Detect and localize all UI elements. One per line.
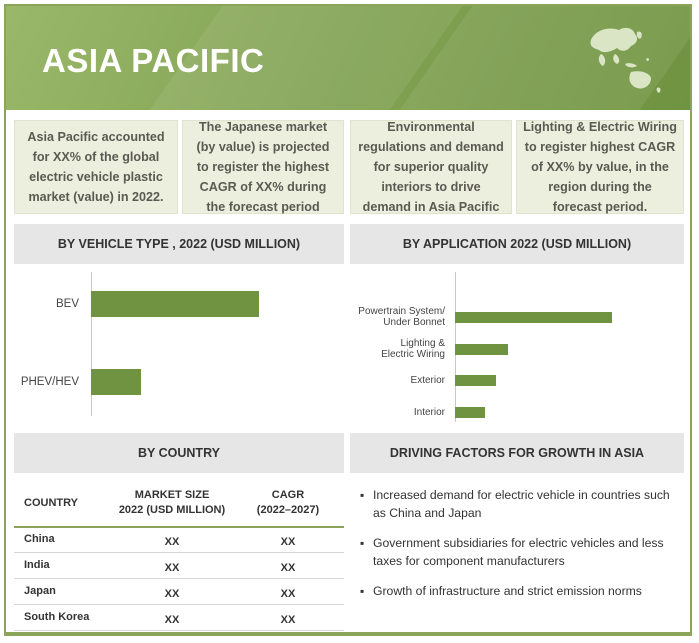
col-country: COUNTRY: [24, 497, 78, 509]
fact-text-4: Lighting & Electric Wiring to register highest CAGR of XX% by value, in the region during the forecast period.: [523, 120, 677, 214]
fact-card-1: [14, 120, 178, 214]
driving-factors-list: [360, 486, 680, 612]
fact-card-4: [516, 120, 684, 214]
driving-factors-header: DRIVING FACTORS FOR GROWTH IN ASIA: [350, 433, 684, 473]
cagr-cell: XX: [280, 588, 296, 600]
bullet-icon: ▪: [360, 536, 365, 550]
table-row: [14, 579, 344, 605]
chart-category-label: [21, 376, 79, 388]
page-title: ASIA PACIFIC: [42, 42, 265, 79]
chart-category-label-line: Under Bonnet: [383, 317, 445, 328]
list-item: [360, 534, 680, 570]
market-size-cell: XX: [164, 588, 180, 600]
col-market-size-line2: 2022 (USD MILLION): [118, 504, 226, 516]
fact-text-3: Environmental regulations and demand for superior quality interiors to drive demand in Asia Pacific: [358, 120, 504, 214]
bullet-icon: ▪: [360, 488, 365, 502]
country-cell: India: [24, 559, 50, 571]
vehicle-type-header: BY VEHICLE TYPE , 2022 (USD MILLION): [14, 224, 344, 264]
chart-category-label: [411, 375, 445, 386]
bottom-rule: [6, 632, 690, 635]
chart-category-label-line: Exterior: [410, 374, 445, 386]
chart-bar: [91, 291, 259, 317]
fact-text-1: Asia Pacific accounted for XX% of the global electric vehicle plastic market (value) in 2022.: [27, 130, 165, 204]
header-banner: [6, 6, 690, 110]
chart-category-label-line: Interior: [413, 406, 445, 418]
list-item: [360, 582, 680, 600]
country-table-header: [14, 478, 344, 528]
cagr-cell: XX: [280, 536, 296, 548]
driver-text: Increased demand for electric vehicle in countries such as China and Japan: [373, 488, 670, 520]
list-item: [360, 486, 680, 522]
col-cagr-line1: CAGR: [271, 489, 305, 501]
country-cell: China: [24, 533, 55, 545]
chart-bar: [455, 407, 485, 418]
vehicle-type-chart: [14, 266, 344, 424]
chart-category-label: [56, 298, 79, 310]
application-chart: [350, 266, 684, 424]
market-size-cell: XX: [164, 562, 180, 574]
chart-category-label: [381, 338, 445, 360]
driver-text: Government subsidiaries for electric vehicles and less taxes for component manufacturers: [373, 536, 664, 568]
fact-card-3: [350, 120, 512, 214]
asia-pacific-map-icon: [581, 18, 673, 98]
chart-category-label-line: Lighting &: [400, 338, 445, 349]
application-header: BY APPLICATION 2022 (USD MILLION): [350, 224, 684, 264]
chart-category-label: [414, 407, 445, 418]
table-row: [14, 527, 344, 553]
chart-category-label-line: Electric Wiring: [381, 349, 445, 360]
chart-bar: [455, 344, 508, 355]
chart-bar: [455, 312, 612, 323]
chart-category-label-line: PHEV/HEV: [20, 376, 79, 388]
country-cell: Japan: [24, 585, 56, 597]
bullet-icon: ▪: [360, 584, 365, 598]
col-market-size: [112, 488, 232, 518]
by-country-header: BY COUNTRY: [14, 433, 344, 473]
market-size-cell: XX: [164, 536, 180, 548]
col-cagr-line2: (2022–2027): [256, 504, 320, 516]
chart-bar: [455, 375, 496, 386]
fact-card-2: [182, 120, 344, 214]
driver-text: Growth of infrastructure and strict emission norms: [373, 584, 642, 598]
cagr-cell: XX: [280, 614, 296, 626]
col-cagr: [242, 488, 334, 518]
country-cell: South Korea: [24, 611, 90, 623]
chart-category-label-line: BEV: [55, 298, 79, 310]
chart-category-label: [358, 306, 445, 328]
table-row: [14, 553, 344, 579]
fact-text-2: The Japanese market (by value) is projected to register the highest CAGR of XX% during the forecast period: [196, 120, 330, 214]
table-row: [14, 605, 344, 631]
chart-category-label-line: Powertrain System/: [358, 306, 445, 317]
market-size-cell: XX: [164, 614, 180, 626]
chart-bar: [91, 369, 141, 395]
col-market-size-line1: MARKET SIZE: [134, 489, 210, 501]
cagr-cell: XX: [280, 562, 296, 574]
